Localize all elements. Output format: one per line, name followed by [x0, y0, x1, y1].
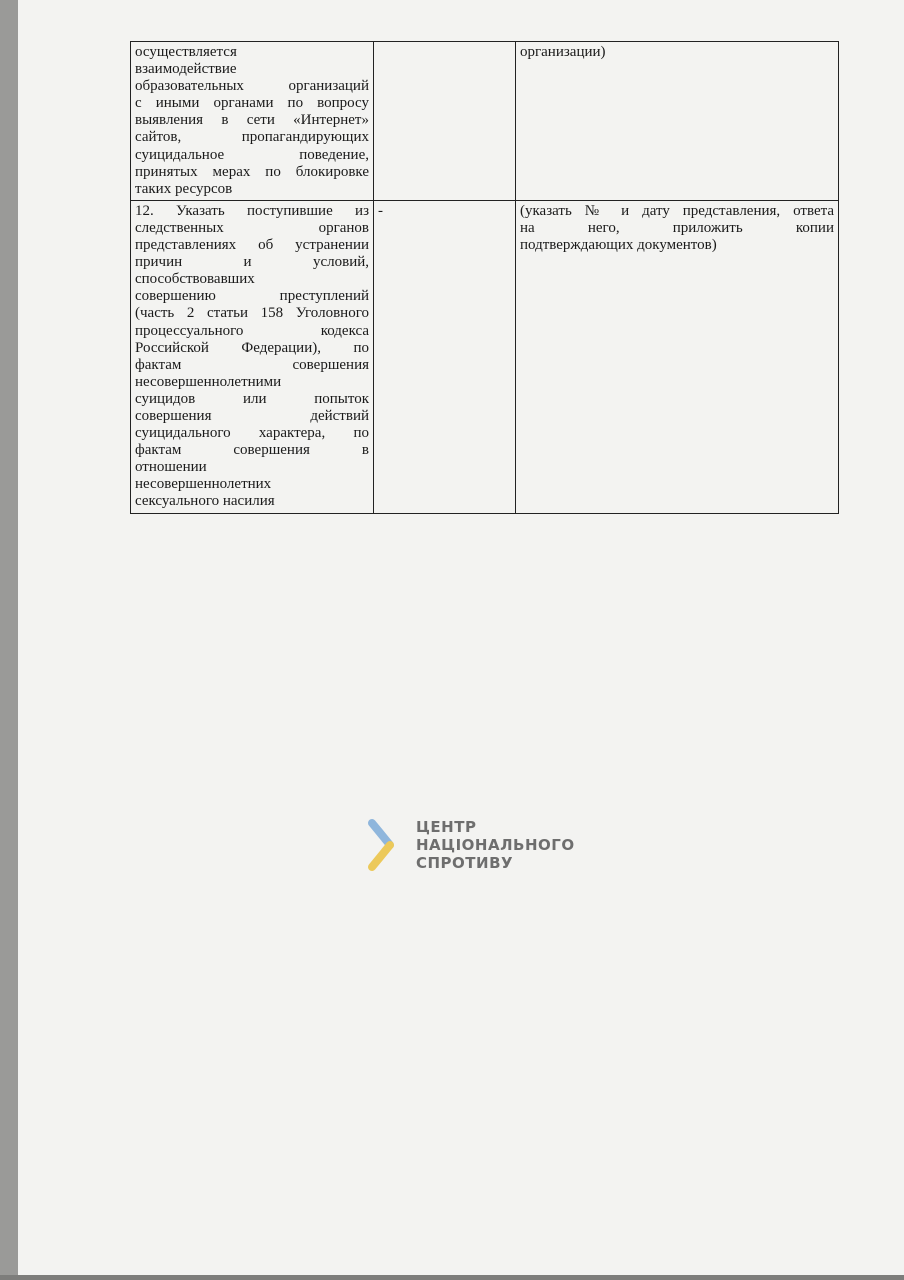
text-line: образовательных организаций	[135, 78, 369, 95]
watermark-logo	[366, 818, 575, 872]
text-line: с иными органами по вопросу	[135, 95, 369, 112]
table-row	[131, 200, 839, 513]
text-line: 12. Указать поступившие из	[135, 202, 369, 219]
text-line: представлениях об устранении	[135, 237, 369, 254]
logo-line: НАЦІОНАЛЬНОГО	[416, 836, 575, 854]
table-cell-value: -	[374, 200, 516, 513]
text-line: взаимодействие	[135, 61, 237, 78]
text-line: способствовавших	[135, 271, 255, 288]
chevron-logo-icon	[366, 818, 402, 872]
text-line: суицидального характера, по	[135, 425, 369, 442]
text-line: Российской Федерации), по	[135, 339, 369, 356]
text-line: фактам совершения в	[135, 442, 369, 459]
text-line: причин и условий,	[135, 254, 369, 271]
text-line: отношении	[135, 459, 207, 476]
logo-text	[416, 818, 575, 872]
text-line: совершению преступлений	[135, 288, 369, 305]
text-line: выявления в сети «Интернет»	[135, 112, 369, 129]
text-line: таких ресурсов	[135, 180, 233, 197]
text-line: несовершеннолетних	[135, 476, 272, 493]
table-cell-note	[516, 42, 839, 201]
table-cell-value	[374, 42, 516, 201]
text-line: организации)	[520, 44, 606, 60]
logo-line: СПРОТИВУ	[416, 854, 514, 872]
table-cell-description	[131, 42, 374, 201]
text-line: осуществляется	[135, 44, 237, 60]
text-line: сайтов, пропагандирующих	[135, 129, 369, 146]
table-cell-description	[131, 200, 374, 513]
text-line: процессуального кодекса	[135, 322, 369, 339]
text-line: (указать № и дату представления, ответа	[520, 202, 834, 219]
scan-edge-left	[0, 0, 18, 1280]
text-line: несовершеннолетними	[135, 373, 282, 390]
logo-line: ЦЕНТР	[416, 818, 477, 836]
text-line: сексуального насилия	[135, 493, 275, 510]
scan-edge-bottom	[0, 1275, 904, 1280]
text-line: подтверждающих документов)	[520, 237, 717, 254]
text-line: фактам совершения	[135, 356, 369, 373]
text-line: совершения действий	[135, 407, 369, 424]
text-line: суицидов или попыток	[135, 390, 369, 407]
text-line: на него, приложить копии	[520, 219, 834, 236]
document-table	[130, 41, 839, 514]
text-line: суицидальное поведение,	[135, 146, 369, 163]
text-line: принятых мерах по блокировке	[135, 163, 369, 180]
table-row	[131, 42, 839, 201]
table-cell-note	[516, 200, 839, 513]
text-line: следственных органов	[135, 219, 369, 236]
text-line: (часть 2 статьи 158 Уголовного	[135, 305, 369, 322]
